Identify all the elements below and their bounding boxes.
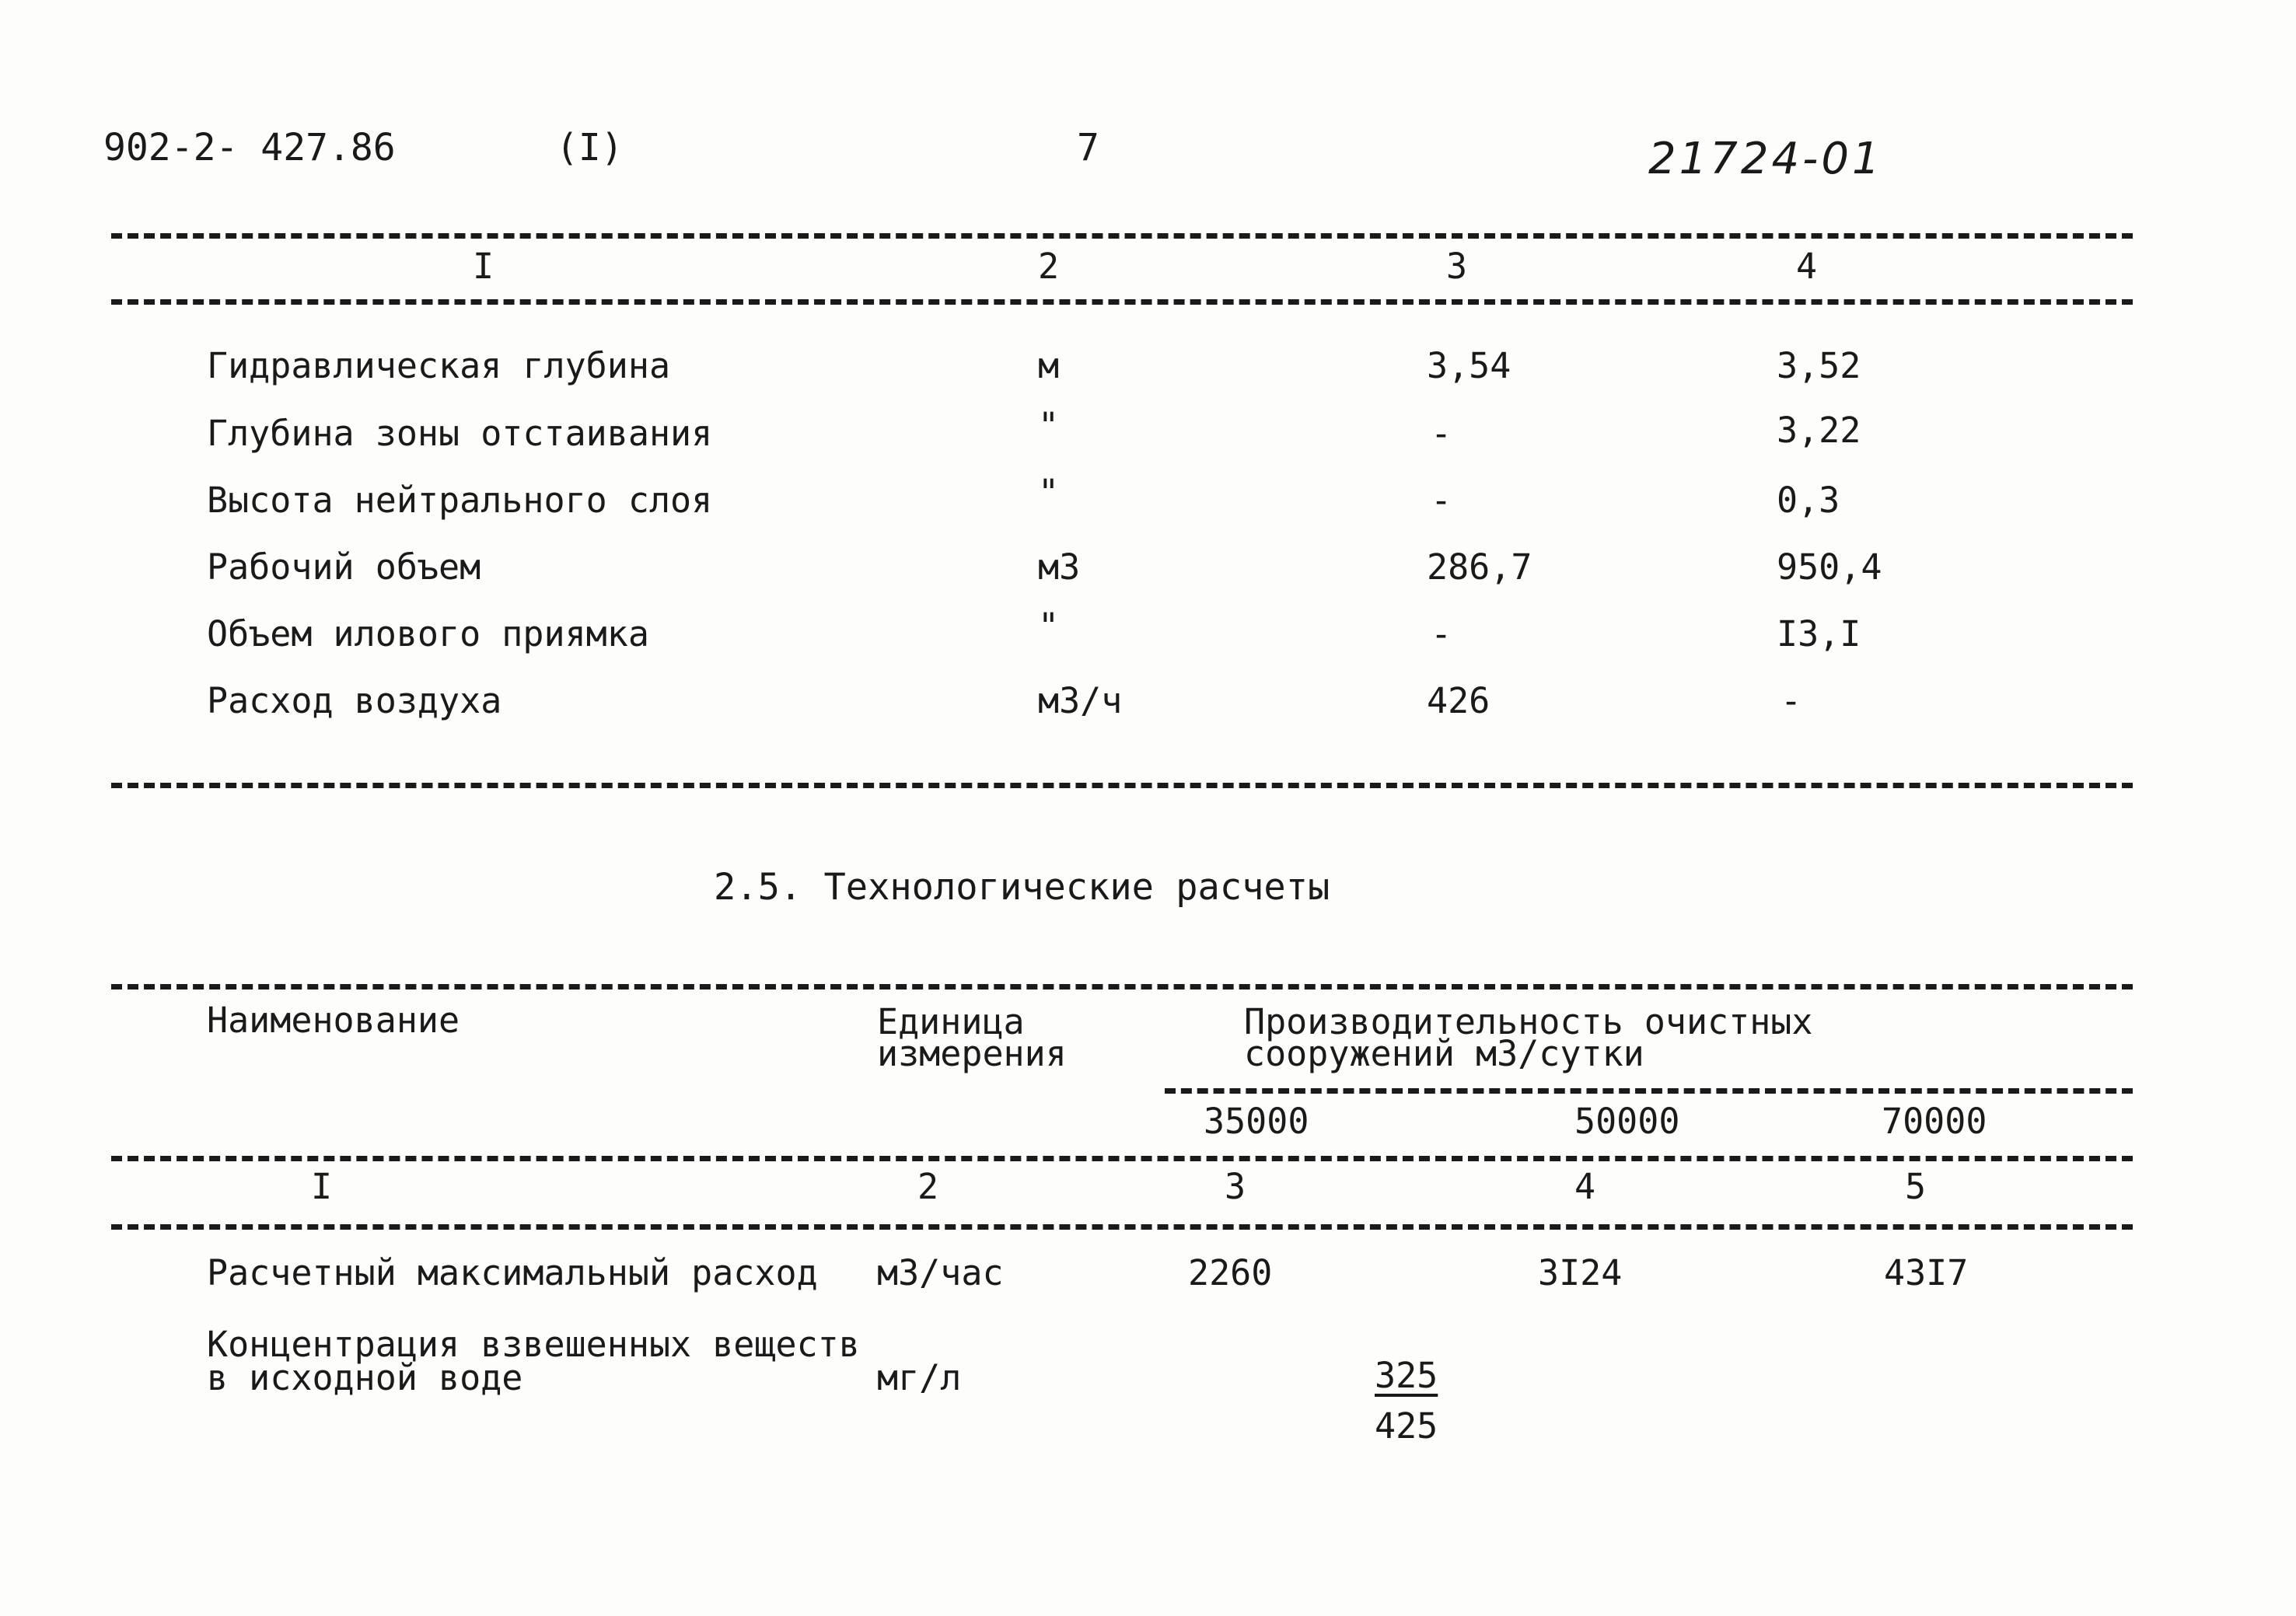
value-top: 325 (1375, 1355, 1438, 1396)
row-col3: - (1431, 613, 1452, 654)
table2-top-rule (111, 984, 2133, 989)
capacity-2: 50000 (1574, 1101, 1680, 1142)
row-unit: " (1038, 606, 1060, 647)
table2-header-rule (111, 1156, 2133, 1161)
table1-header-rule (111, 299, 2133, 305)
section-title: 2.5. Технологические расчеты (714, 866, 1330, 909)
table1-col-1: I (473, 246, 494, 287)
row-name: Рабочий объем (207, 546, 481, 588)
head-unit-line1: Единица (877, 1001, 1025, 1042)
table1-top-rule (111, 233, 2133, 239)
table2-columns-rule (111, 1224, 2133, 1230)
row-value-35000: 2260 (1188, 1252, 1273, 1293)
row-value-70000: 43I7 (1884, 1252, 1969, 1293)
row-unit: м3 (1038, 546, 1081, 588)
row-name-line1: Концентрация взвешенных веществ (207, 1324, 860, 1365)
table1-col-2: 2 (1038, 246, 1060, 287)
capacity-3: 70000 (1882, 1101, 1987, 1142)
table1-col-4: 4 (1796, 246, 1818, 287)
capacity-1: 35000 (1204, 1101, 1309, 1142)
head-perf-line1: Производительность очистных (1244, 1001, 1813, 1042)
head-perf-line2: сооружений м3/сутки (1244, 1033, 1644, 1074)
table2-col-1: I (311, 1166, 333, 1207)
row-col4: 3,52 (1777, 345, 1861, 386)
row-col3: - (1431, 413, 1452, 454)
row-name: Расчетный максимальный расход (207, 1252, 818, 1293)
head-unit-line2: измерения (877, 1033, 1067, 1074)
value-bottom: 425 (1375, 1405, 1438, 1447)
head-name: Наименование (207, 1000, 460, 1041)
capacity-rule (1165, 1088, 2133, 1094)
row-col4: 3,22 (1777, 410, 1861, 451)
table2-col-5: 5 (1905, 1166, 1927, 1207)
part-number: (I) (556, 126, 624, 169)
table1-col-3: 3 (1446, 246, 1468, 287)
doc-number: 902-2- 427.86 (103, 126, 396, 169)
row-col4: 950,4 (1777, 546, 1882, 588)
row-name: Объем илового приямка (207, 613, 649, 654)
row-col4: 0,3 (1777, 480, 1840, 521)
table1-bottom-rule (111, 783, 2133, 788)
row-col4: I3,I (1777, 613, 1861, 654)
row-name: Высота нейтрального слоя (207, 480, 713, 521)
row-unit: " (1038, 405, 1060, 446)
row-unit: м3/ч (1038, 680, 1123, 721)
row-name-line2: в исходной воде (207, 1357, 523, 1398)
row-unit: " (1038, 472, 1060, 513)
row-col3: - (1431, 480, 1452, 521)
page-number: 7 (1077, 126, 1099, 169)
row-unit: м3/час (877, 1252, 1004, 1293)
row-name: Гидравлическая глубина (207, 345, 671, 386)
row-name: Расход воздуха (207, 680, 502, 721)
row-name: Глубина зоны отстаивания (207, 413, 713, 454)
row-unit: мг/л (877, 1357, 962, 1398)
row-col3: 426 (1427, 680, 1490, 721)
inventory-number: 21724-01 (1648, 134, 1883, 184)
table2-col-3: 3 (1225, 1166, 1246, 1207)
row-unit: м (1038, 345, 1060, 386)
row-value-50000: 3I24 (1538, 1252, 1623, 1293)
table2-col-4: 4 (1574, 1166, 1596, 1207)
row-col3: 3,54 (1427, 345, 1511, 386)
row-col3: 286,7 (1427, 546, 1532, 588)
row-col4: - (1781, 680, 1802, 721)
table2-col-2: 2 (917, 1166, 939, 1207)
